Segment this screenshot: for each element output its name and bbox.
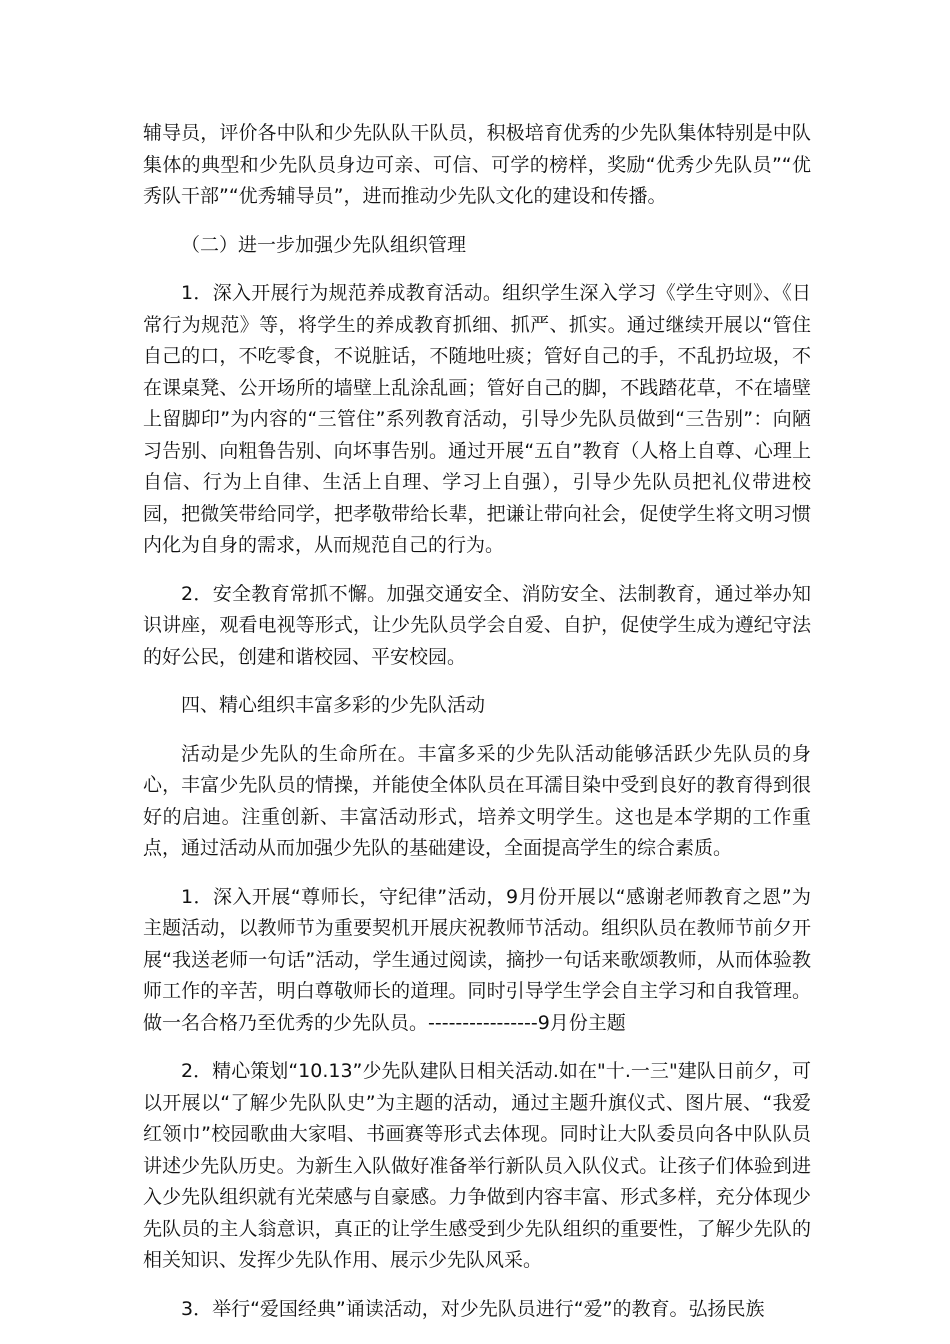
paragraph-classic-reading: 3．举行“爱国经典”诵读活动，对少先队员进行“爱”的教育。弘扬民族	[181, 1297, 765, 1320]
section-heading-activities: 四、精心组织丰富多彩的少先队活动	[181, 694, 486, 716]
paragraph-behavior-norms: 1．深入开展行为规范养成教育活动。组织学生深入学习《学生守则》、《日常行为规范》等，将学生的养成教育抓细、抓严、抓实。通过继续开展以“管住自己的口，不吃零食，不说脏话，不随地吐痰；管好自己的手，不乱扔垃圾，不在课桌凳、公开场所的墙壁上乱涂乱画；管好自己的脚，不践踏花草，不在墙壁上留脚印”为内容的“三管住”系列教育活动，引导少先队员做到“三告别”：向陋习告别、向粗鲁告别、向坏事告别。通过开展“五自”教育（人格上自尊、心理上自信、行为上自律、生活上自理、学习上自强），引导少先队员把礼仪带进校园，把微笑带给同学，把孝敬带给长辈，把谦让带向社会，促使学生将文明习惯内化为自身的需求，从而规范自己的行为。	[143, 282, 811, 556]
section-heading-organization: （二）进一步加强少先队组织管理	[181, 233, 467, 256]
paragraph-activities-intro: 活动是少先队的生命所在。丰富多采的少先队活动能够活跃少先队员的身心，丰富少先队员的情操，并能使全体队员在耳濡目染中受到良好的教育得到很好的启迪。注重创新、丰富活动形式，培养文明学生。这也是本学期的工作重点，通过活动从而加强少先队的基础建设，全面提高学生的综合素质。	[143, 742, 811, 859]
paragraph-safety-education: 2．安全教育常抓不懈。加强交通安全、消防安全、法制教育，通过举办知识讲座，观看电视等形式，让少先队员学会自爱、自护，促使学生成为遵纪守法的好公民，创建和谐校园、平安校园。	[143, 582, 811, 668]
document-body	[143, 118, 811, 1342]
paragraph-continuation: 辅导员，评价各中队和少先队队干队员，积极培育优秀的少先队集体特别是中队集体的典型和少先队员身边可亲、可信、可学的榜样，奖励“优秀少先队员”“优秀队干部”“优秀辅导员”，进而推动少先队文化的建设和传播。	[143, 122, 811, 207]
paragraph-founding-day: 2．精心策划“10.13”少先队建队日相关活动.如在"十.一三"建队日前夕，可以开展以“了解少先队队史”为主题的活动，通过主题升旗仪式、图片展、“我爱红领巾”校园歌曲大家唱、书画赛等形式去体现。同时让大队委员向各中队队员讲述少先队历史。为新生入队做好准备举行新队员入队仪式。让孩子们体验到进入少先队组织就有光荣感与自豪感。力争做到内容丰富、形式多样，充分体现少先队员的主人翁意识，真正的让学生感受到少先队组织的重要性，了解少先队的相关知识、发挥少先队作用、展示少先队风采。	[143, 1060, 811, 1271]
paragraph-teacher-respect: 1．深入开展“尊师长，守纪律”活动，9月份开展以“感谢老师教育之恩”为主题活动，以教师节为重要契机开展庆祝教师节活动。组织队员在教师节前夕开展“我送老师一句话”活动，学生通过阅读，摘抄一句话来歌颂教师，从而体验教师工作的辛苦，明白尊敬师长的道理。同时引导学生学会自主学习和自我管理。做一名合格乃至优秀的少先队员。----------------9月份主题	[143, 885, 811, 1034]
